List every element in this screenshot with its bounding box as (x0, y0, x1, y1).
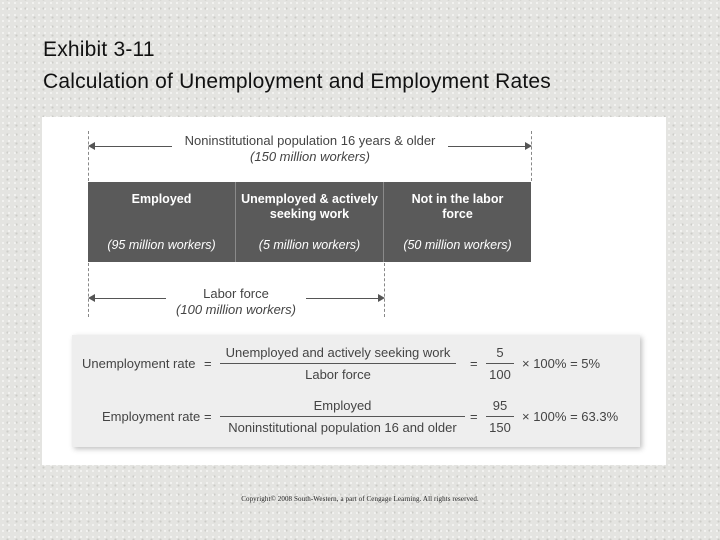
arrow-left-icon (88, 294, 95, 302)
arrow-right-icon (378, 294, 385, 302)
laborforce-left-tick (88, 263, 89, 317)
unemployment-denominator-value: 100 (489, 367, 511, 382)
population-count: (150 million workers) (250, 149, 370, 164)
employment-denominator-value: 150 (489, 420, 511, 435)
employment-numerator: Employed (313, 398, 372, 413)
category-count: (50 million workers) (403, 238, 512, 252)
laborforce-count: (100 million workers) (176, 302, 296, 317)
arrow-right-icon (525, 142, 532, 150)
category-label: Unemployed & actively (241, 192, 378, 206)
unemployment-numerator: Unemployed and actively seeking work (225, 345, 451, 360)
employment-rate-label: Employment rate (102, 409, 201, 424)
exhibit-figure (42, 117, 666, 465)
population-left-tick (88, 131, 89, 181)
slide-title: Exhibit 3-11 (43, 38, 155, 61)
category-label-line2: force (442, 207, 473, 221)
equals-sign: = (470, 356, 478, 371)
fraction-bar (486, 416, 514, 417)
fraction-bar (486, 363, 514, 364)
unemployment-numerator-value: 5 (496, 345, 504, 360)
employment-numerator-value: 95 (492, 398, 508, 413)
category-not-in-labor-force (384, 182, 531, 262)
unemployment-rate-label: Unemployment rate (82, 356, 196, 371)
equals-sign: = (204, 356, 212, 371)
employment-denominator: Noninstitutional population 16 and older (228, 420, 457, 435)
category-label: Not in the labor (411, 192, 504, 206)
population-caption (172, 133, 448, 165)
category-employed (88, 182, 236, 262)
category-label-line2: seeking work (269, 207, 350, 221)
employment-result: × 100% = 63.3% (522, 409, 619, 424)
category-grid (88, 182, 531, 262)
copyright-footer: Copyright© 2008 South-Western, a part of Cengage Learning. All rights reserved. (241, 495, 479, 503)
laborforce-caption (166, 286, 306, 318)
category-label: Employed (131, 192, 192, 206)
equals-sign: = (204, 409, 212, 424)
fraction-bar (220, 363, 456, 364)
formulas-box (72, 335, 640, 447)
unemployment-result: × 100% = 5% (522, 356, 601, 371)
fraction-bar (220, 416, 465, 417)
laborforce-label: Labor force (203, 286, 269, 301)
category-count: (95 million workers) (107, 238, 216, 252)
category-count: (5 million workers) (258, 238, 361, 252)
slide-subtitle: Calculation of Unemployment and Employment Rates (43, 70, 552, 93)
laborforce-right-tick (384, 263, 385, 317)
arrow-left-icon (88, 142, 95, 150)
equals-sign: = (470, 409, 478, 424)
population-label: Noninstitutional population 16 years & older (184, 133, 436, 148)
population-right-tick (531, 131, 532, 181)
unemployment-denominator: Labor force (305, 367, 371, 382)
category-unemployed (236, 182, 384, 262)
